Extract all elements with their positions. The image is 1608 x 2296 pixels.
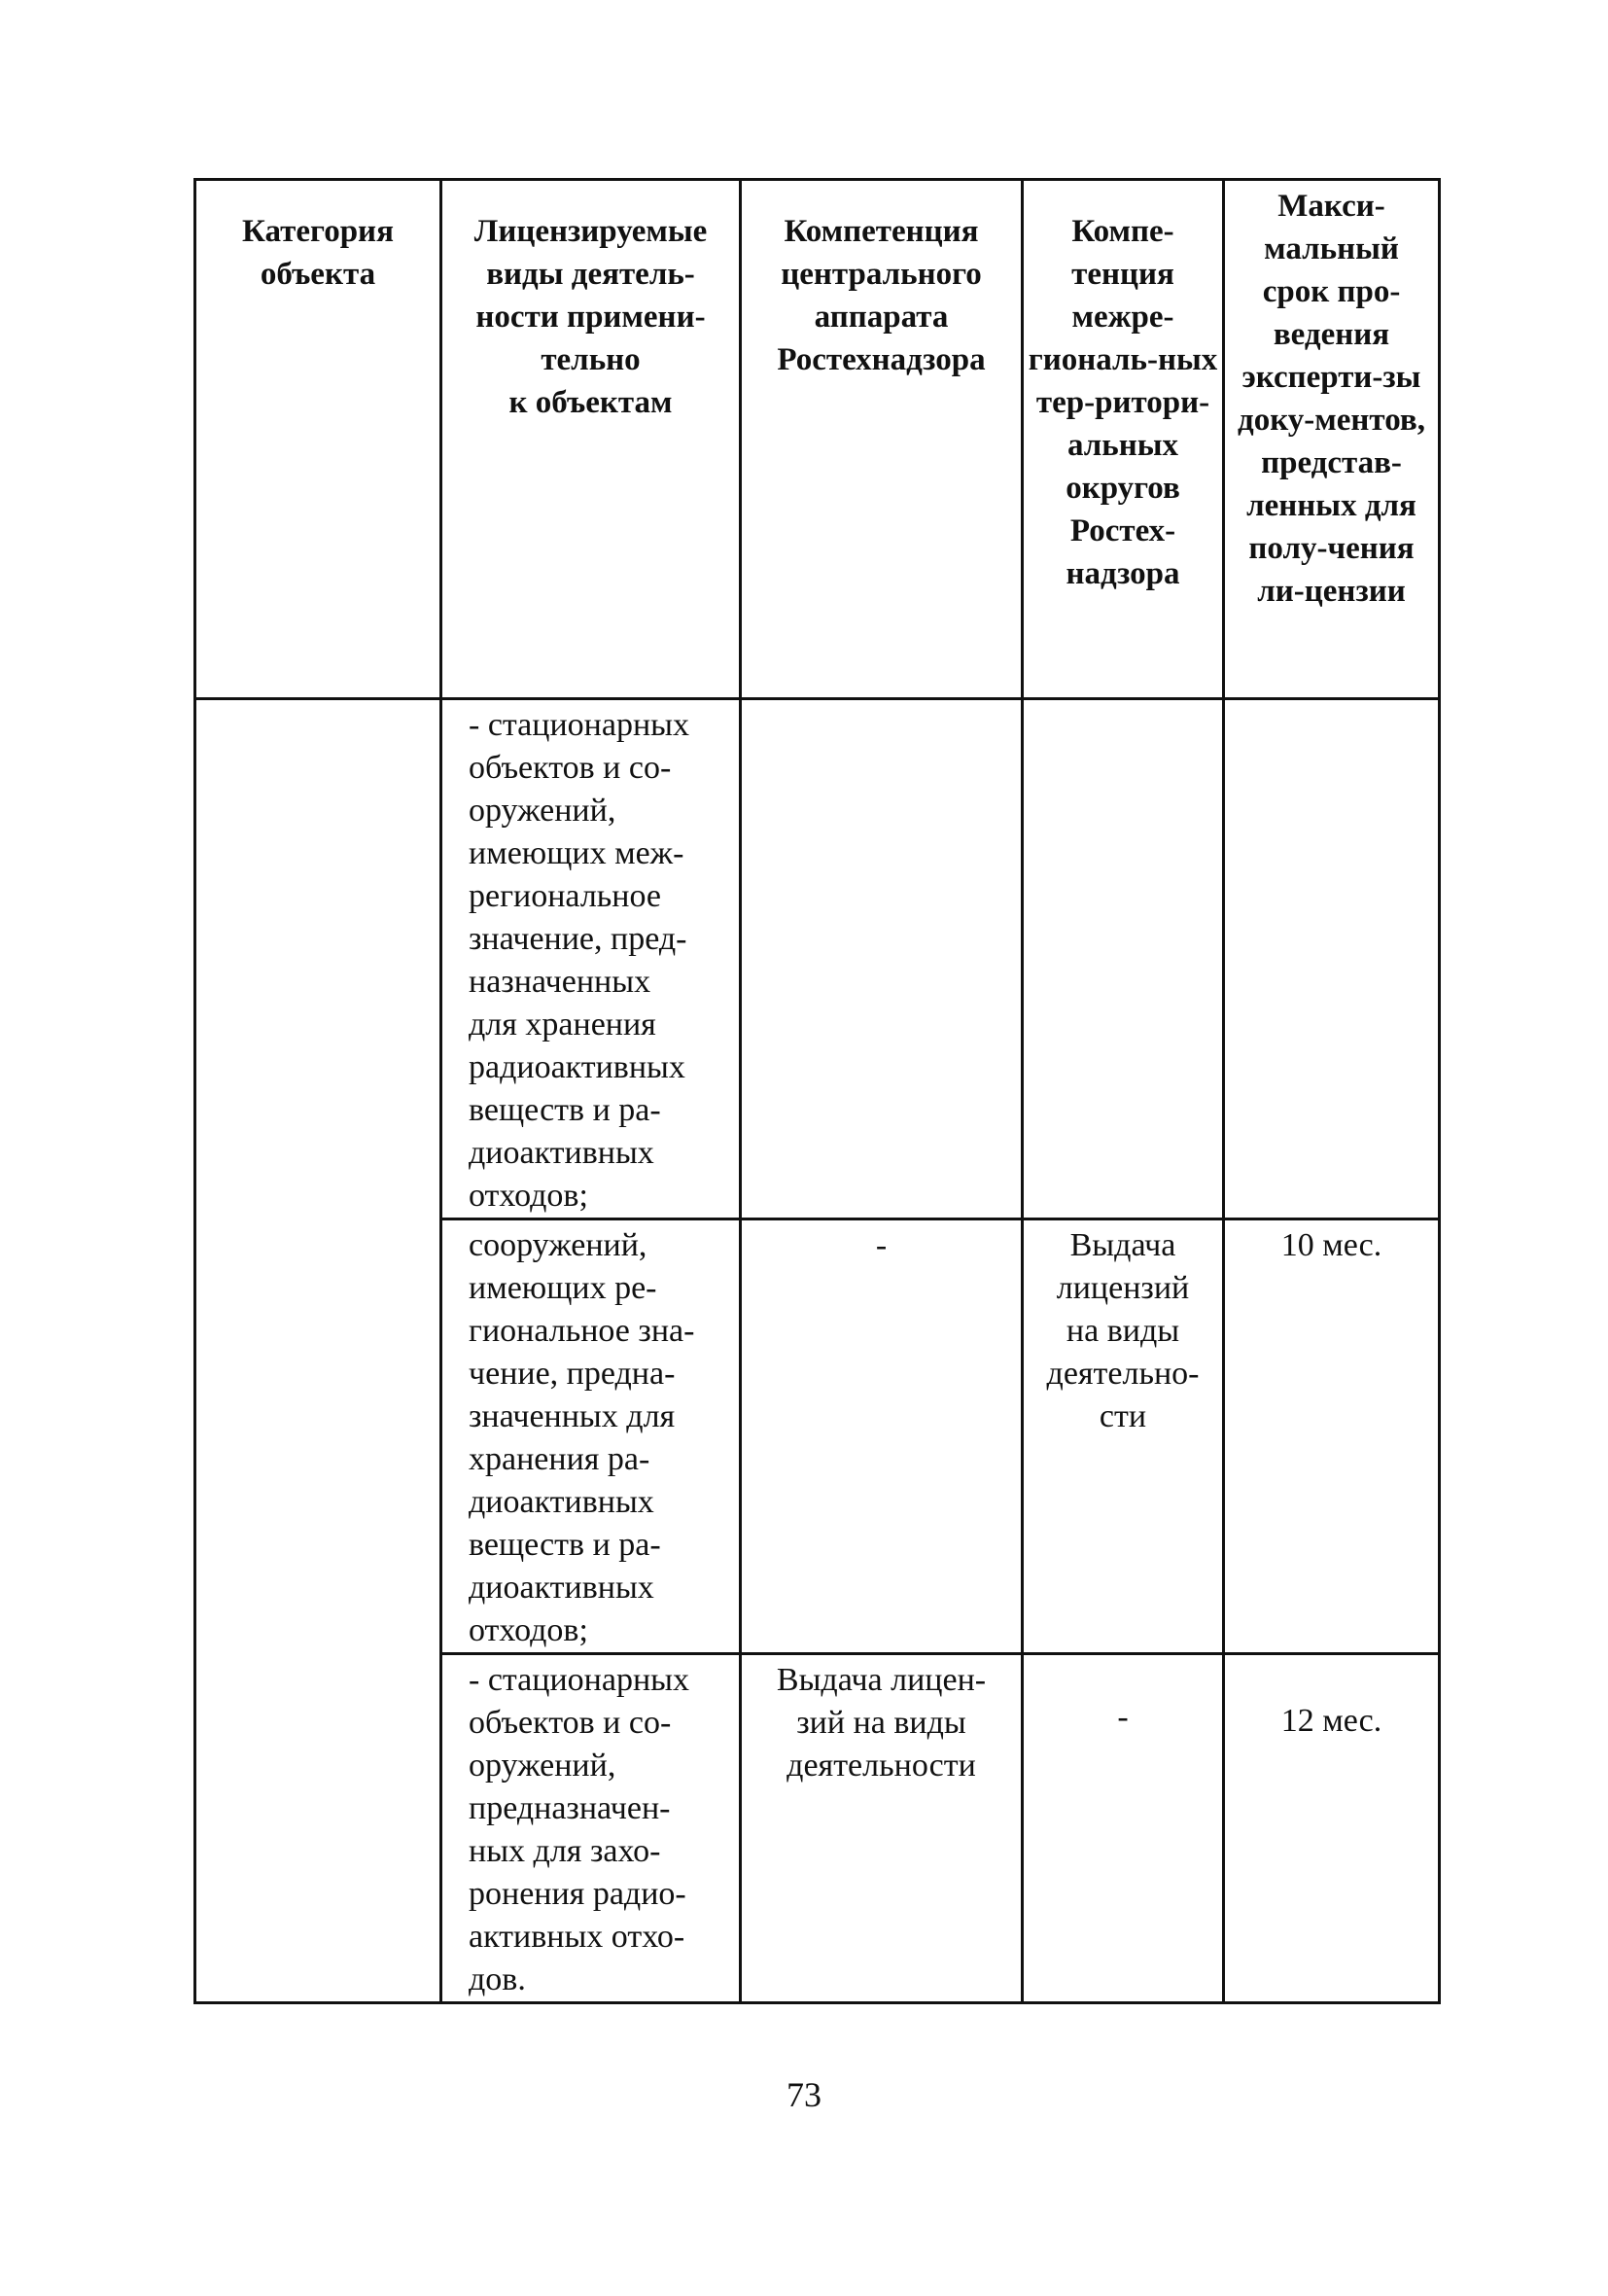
header-object-category: Категория объекта <box>195 180 441 699</box>
central-competence-cell: - <box>741 1219 1023 1654</box>
licensed-activity-cell: - стационарных объектов и со- оружений, имеющих меж- региональное значение, пред- назначенных для хранения радиоактивных веществ и ра- диоактивных отходов; <box>441 699 741 1219</box>
license-competence-table <box>193 178 1441 2004</box>
interregional-competence-cell <box>1023 699 1224 1219</box>
header-central-competence: Компетенция центрального аппарата Ростехнадзора <box>741 180 1023 699</box>
review-term-cell <box>1224 699 1440 1219</box>
table-row <box>195 699 1440 1219</box>
interregional-competence-cell: Выдача лицензий на виды деятельно- сти <box>1023 1219 1224 1654</box>
table-header-row <box>195 180 1440 699</box>
central-competence-cell <box>741 699 1023 1219</box>
object-category-cell <box>195 699 441 2003</box>
header-licensed-activities: Лицензируемые виды деятель-ности примени-тельно к объектам <box>441 180 741 699</box>
review-term-cell: 10 мес. <box>1224 1219 1440 1654</box>
licensed-activity-cell: сооружений, имеющих ре- гиональное зна- чение, предна- значенных для хранения ра- диоактивных веществ и ра- диоактивных отходов; <box>441 1219 741 1654</box>
page-number: 73 <box>787 2075 821 2114</box>
review-term-cell: 12 мес. <box>1224 1654 1440 2003</box>
interregional-competence-cell: - <box>1023 1654 1224 2003</box>
central-competence-cell: Выдача лицен- зий на виды деятельности <box>741 1654 1023 2003</box>
header-interregional-competence: Компе-тенция межре-гиональ-ных тер-ритори-альных округов Ростех-надзора <box>1023 180 1224 699</box>
licensed-activity-cell: - стационарных объектов и со- оружений, предназначен- ных для захо- ронения радио- активных отхо- дов. <box>441 1654 741 2003</box>
header-max-review-term: Макси-мальный срок про-ведения эксперти-зы доку-ментов, представ-ленных для полу-чения ли-цензии <box>1224 180 1440 699</box>
